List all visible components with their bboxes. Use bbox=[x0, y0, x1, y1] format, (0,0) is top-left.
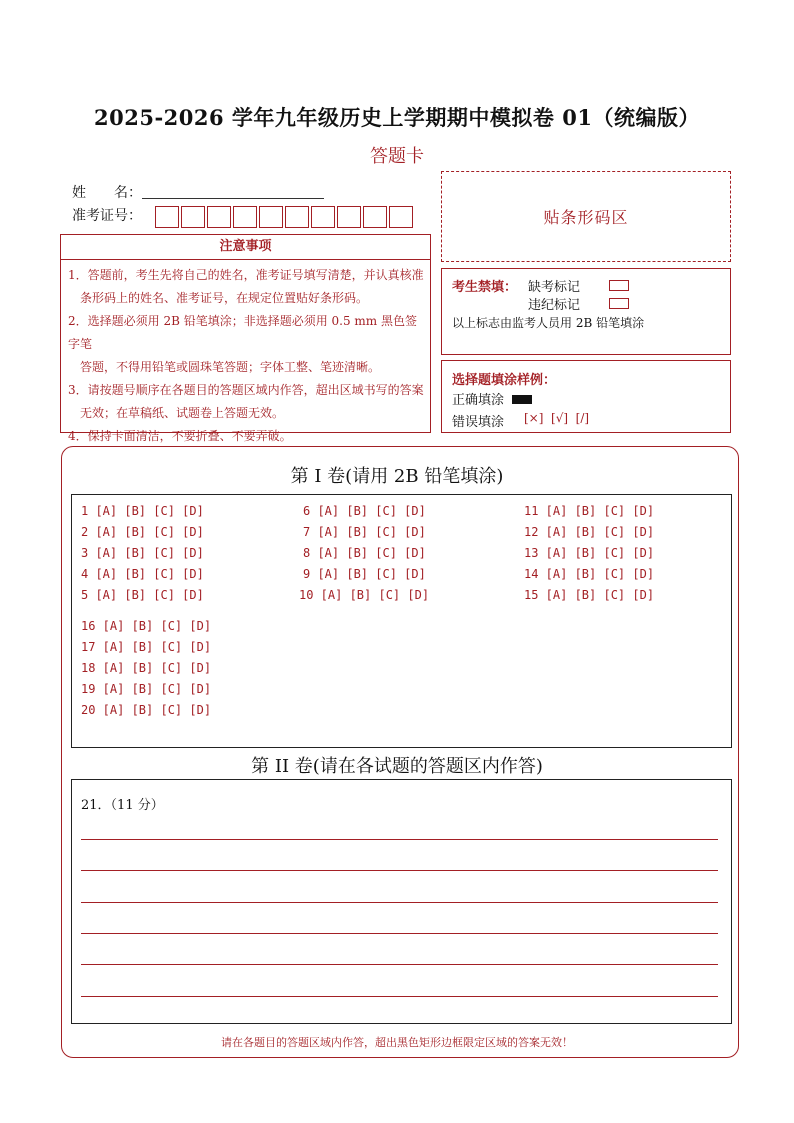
absent-mark-label: 缺考标记 bbox=[528, 280, 581, 295]
id-boxes bbox=[155, 206, 415, 228]
id-digit-box[interactable] bbox=[181, 206, 205, 228]
choice-question[interactable]: 8 [A] [B] [C] [D] bbox=[303, 546, 426, 560]
choice-question[interactable]: 18 [A] [B] [C] [D] bbox=[81, 661, 212, 675]
id-digit-box[interactable] bbox=[285, 206, 309, 228]
choice-question[interactable]: 1 [A] [B] [C] [D] bbox=[81, 504, 204, 518]
choice-question[interactable]: 3 [A] [B] [C] [D] bbox=[81, 546, 204, 560]
proctor-marks-box bbox=[441, 268, 731, 355]
question-21-label: 21．（11 分） bbox=[81, 798, 164, 813]
choice-question[interactable]: 12 [A] [B] [C] [D] bbox=[524, 525, 655, 539]
wrong-fill-label: 错误填涂 bbox=[452, 415, 505, 430]
choice-question[interactable]: 9 [A] [B] [C] [D] bbox=[303, 567, 426, 581]
violation-mark-label: 违纪标记 bbox=[528, 298, 581, 313]
choice-question[interactable]: 19 [A] [B] [C] [D] bbox=[81, 682, 212, 696]
section1-title: 第 I 卷(请用 2B 铅笔填涂) bbox=[290, 466, 504, 487]
id-digit-box[interactable] bbox=[155, 206, 179, 228]
choice-question[interactable]: 20 [A] [B] [C] [D] bbox=[81, 703, 212, 717]
sample-heading: 选择题填涂样例： bbox=[452, 373, 557, 388]
barcode-area bbox=[441, 171, 731, 262]
notice-item: 1．答题前，考生先将自己的姓名，准考证号填写清楚，并认真核准 条形码上的姓名、准考证号，在规定位置贴好条形码。 bbox=[68, 268, 424, 305]
choice-question[interactable]: 7 [A] [B] [C] [D] bbox=[303, 525, 426, 539]
marks-note: 以上标志由监考人员用 2B 铅笔填涂 bbox=[452, 316, 645, 330]
name-label: 姓 名： bbox=[72, 185, 142, 201]
answer-line[interactable] bbox=[81, 902, 718, 903]
choice-question[interactable]: 16 [A] [B] [C] [D] bbox=[81, 619, 212, 633]
id-label: 准考证号： bbox=[72, 208, 142, 224]
choice-question[interactable]: 17 [A] [B] [C] [D] bbox=[81, 640, 212, 654]
name-field[interactable] bbox=[142, 198, 324, 199]
answer-line[interactable] bbox=[81, 996, 718, 997]
notice-item: 4．保持卡面清洁，不要折叠、不要弄破。 bbox=[68, 429, 292, 443]
notice-item: 2．选择题必须用 2B 铅笔填涂；非选择题必须用 0.5 mm 黑色签字笔 答题，不得用铅笔或圆珠笔答题；字体工整、笔迹清晰。 bbox=[68, 314, 418, 374]
choice-question[interactable]: 13 [A] [B] [C] [D] bbox=[524, 546, 655, 560]
choice-question[interactable]: 6 [A] [B] [C] [D] bbox=[303, 504, 426, 518]
choice-question[interactable]: 14 [A] [B] [C] [D] bbox=[524, 567, 655, 581]
section2-title: 第 II 卷(请在各试题的答题区内作答) bbox=[251, 756, 543, 777]
answer-line[interactable] bbox=[81, 933, 718, 934]
notice-item: 3．请按题号顺序在各题目的答题区域内作答，超出区域书写的答案 无效；在草稿纸、试题卷上答题无效。 bbox=[68, 383, 424, 420]
id-digit-box[interactable] bbox=[337, 206, 361, 228]
violation-mark-box[interactable] bbox=[609, 298, 629, 309]
choice-question[interactable]: 4 [A] [B] [C] [D] bbox=[81, 567, 204, 581]
notice-box bbox=[60, 234, 431, 443]
choice-question[interactable]: 10 [A] [B] [C] [D] bbox=[299, 588, 430, 602]
correct-fill-sample bbox=[512, 395, 532, 404]
choice-question[interactable]: 5 [A] [B] [C] [D] bbox=[81, 588, 204, 602]
page-subtitle: 答题卡 bbox=[370, 146, 424, 167]
footer-warning: 请在各题目的答题区域内作答，超出黑色矩形边框限定区域的答案无效！ bbox=[221, 1036, 573, 1049]
choice-question[interactable]: 15 [A] [B] [C] [D] bbox=[524, 588, 655, 602]
answer-line[interactable] bbox=[81, 964, 718, 965]
marks-label: 考生禁填： bbox=[452, 280, 518, 295]
answer-line[interactable] bbox=[81, 870, 718, 871]
id-digit-box[interactable] bbox=[233, 206, 257, 228]
answer-line[interactable] bbox=[81, 839, 718, 840]
id-digit-box[interactable] bbox=[389, 206, 413, 228]
absent-mark-box[interactable] bbox=[609, 280, 629, 291]
correct-fill-label: 正确填涂 bbox=[452, 393, 505, 408]
id-digit-box[interactable] bbox=[259, 206, 283, 228]
choice-question[interactable]: 2 [A] [B] [C] [D] bbox=[81, 525, 204, 539]
wrong-fill-samples: [×] [√] [/] bbox=[524, 411, 590, 425]
id-digit-box[interactable] bbox=[207, 206, 231, 228]
page-title: 2025-2026 学年九年级历史上学期期中模拟卷 01（统编版） bbox=[94, 105, 700, 130]
barcode-label: 贴条形码区 bbox=[543, 208, 629, 227]
choice-question[interactable]: 11 [A] [B] [C] [D] bbox=[524, 504, 655, 518]
id-digit-box[interactable] bbox=[311, 206, 335, 228]
fill-sample-box bbox=[441, 360, 731, 433]
notice-heading: 注意事项 bbox=[61, 235, 430, 260]
id-digit-box[interactable] bbox=[363, 206, 387, 228]
